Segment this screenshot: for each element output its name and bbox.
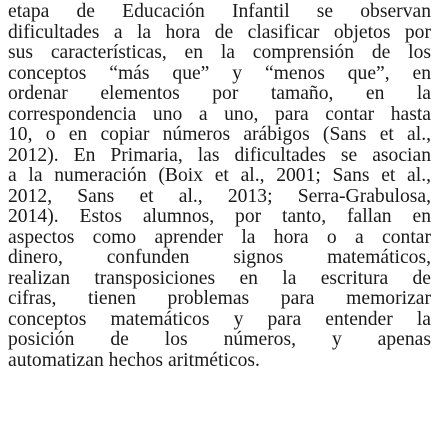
text-line-16: conceptos matemáticos y para entender la <box>8 308 431 330</box>
text-line-6: correspondencia uno a uno, para contar hasta <box>8 103 431 125</box>
text-line-12: aspectos como aprender la hora o a contar <box>8 226 431 248</box>
text-line-11: 2014). Estos alumnos, por tanto, fallan en <box>8 206 431 227</box>
text-line-14: realizan transposiciones en la escritura de <box>8 267 431 289</box>
text-line-3: sus características, en la comprensión de los <box>8 42 431 63</box>
text-line-15: cifras, tienen problemas para memorizar <box>8 288 431 309</box>
text-line-17: posición de los números, y apenas <box>8 329 431 350</box>
text-line-4: conceptos “más que” y “menos que”, en <box>8 62 431 84</box>
text-line-7: 10, o en copiar números arábigos (Sans et al., <box>8 124 431 145</box>
document-page <box>8 0 431 371</box>
text-line-1: etapa de Educación Infantil se observan <box>8 1 431 22</box>
text-line-9: a la numeración (Boix et al., 2001; Sans et al., <box>8 165 431 186</box>
text-line-10: 2012, Sans et al., 2013; Serra-Grabulosa, <box>8 185 431 207</box>
text-line-8: 2012). En Primaria, las dificultades se asocian <box>8 144 431 166</box>
text-line-18: automatizan hechos aritméticos. <box>8 349 260 371</box>
text-line-5: ordenar elementos por tamaño, en la <box>8 83 431 104</box>
text-line-2: dificultades a la hora de clasificar objetos por <box>8 21 431 43</box>
text-line-13: dinero, confunden signos matemáticos, <box>8 247 431 268</box>
